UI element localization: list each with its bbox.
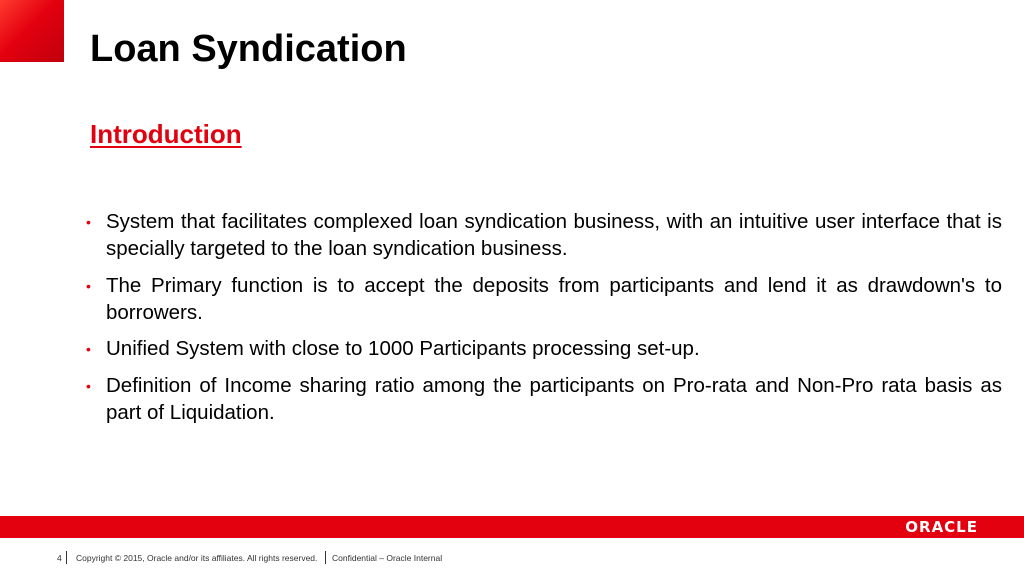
bullet-text: The Primary function is to accept the deposits from participants and lend it as drawdown's to borrowers. <box>106 273 1002 324</box>
bullet-dot-icon: • <box>86 214 91 230</box>
bullet-dot-icon: • <box>86 277 91 294</box>
slide-subtitle: Introduction <box>90 119 242 149</box>
bullet-dot-icon: • <box>86 377 91 394</box>
slide-title: Loan Syndication <box>90 28 407 70</box>
corner-accent-block <box>0 0 64 62</box>
bullet-item <box>80 208 1002 262</box>
bullet-item <box>80 272 1002 326</box>
copyright-notice: Copyright © 2015, Oracle and/or its affiliates. All rights reserved. <box>76 553 318 563</box>
footer-accent-bar <box>0 516 1024 538</box>
footer-divider <box>66 551 67 564</box>
slide-footer <box>0 550 1024 566</box>
bullet-dot-icon: • <box>86 341 91 357</box>
confidentiality-notice: Confidential – Oracle Internal <box>332 553 443 563</box>
bullet-text: Unified System with close to 1000 Participants processing set-up. <box>106 337 700 360</box>
bullet-item <box>80 372 1002 426</box>
page-number: 4 <box>57 553 62 563</box>
bullet-text: System that facilitates complexed loan syndication business, with an intuitive user interface that is specially targeted to the loan syndication business. <box>106 210 1002 260</box>
bullet-item <box>80 335 1002 362</box>
footer-divider <box>325 551 326 564</box>
bullet-text: Definition of Income sharing ratio among the participants on Pro-rata and Non-Pro rata basis as part of Liquidation. <box>106 373 1002 424</box>
oracle-logo: ORACLE <box>905 518 978 536</box>
bullet-list <box>80 208 1002 435</box>
